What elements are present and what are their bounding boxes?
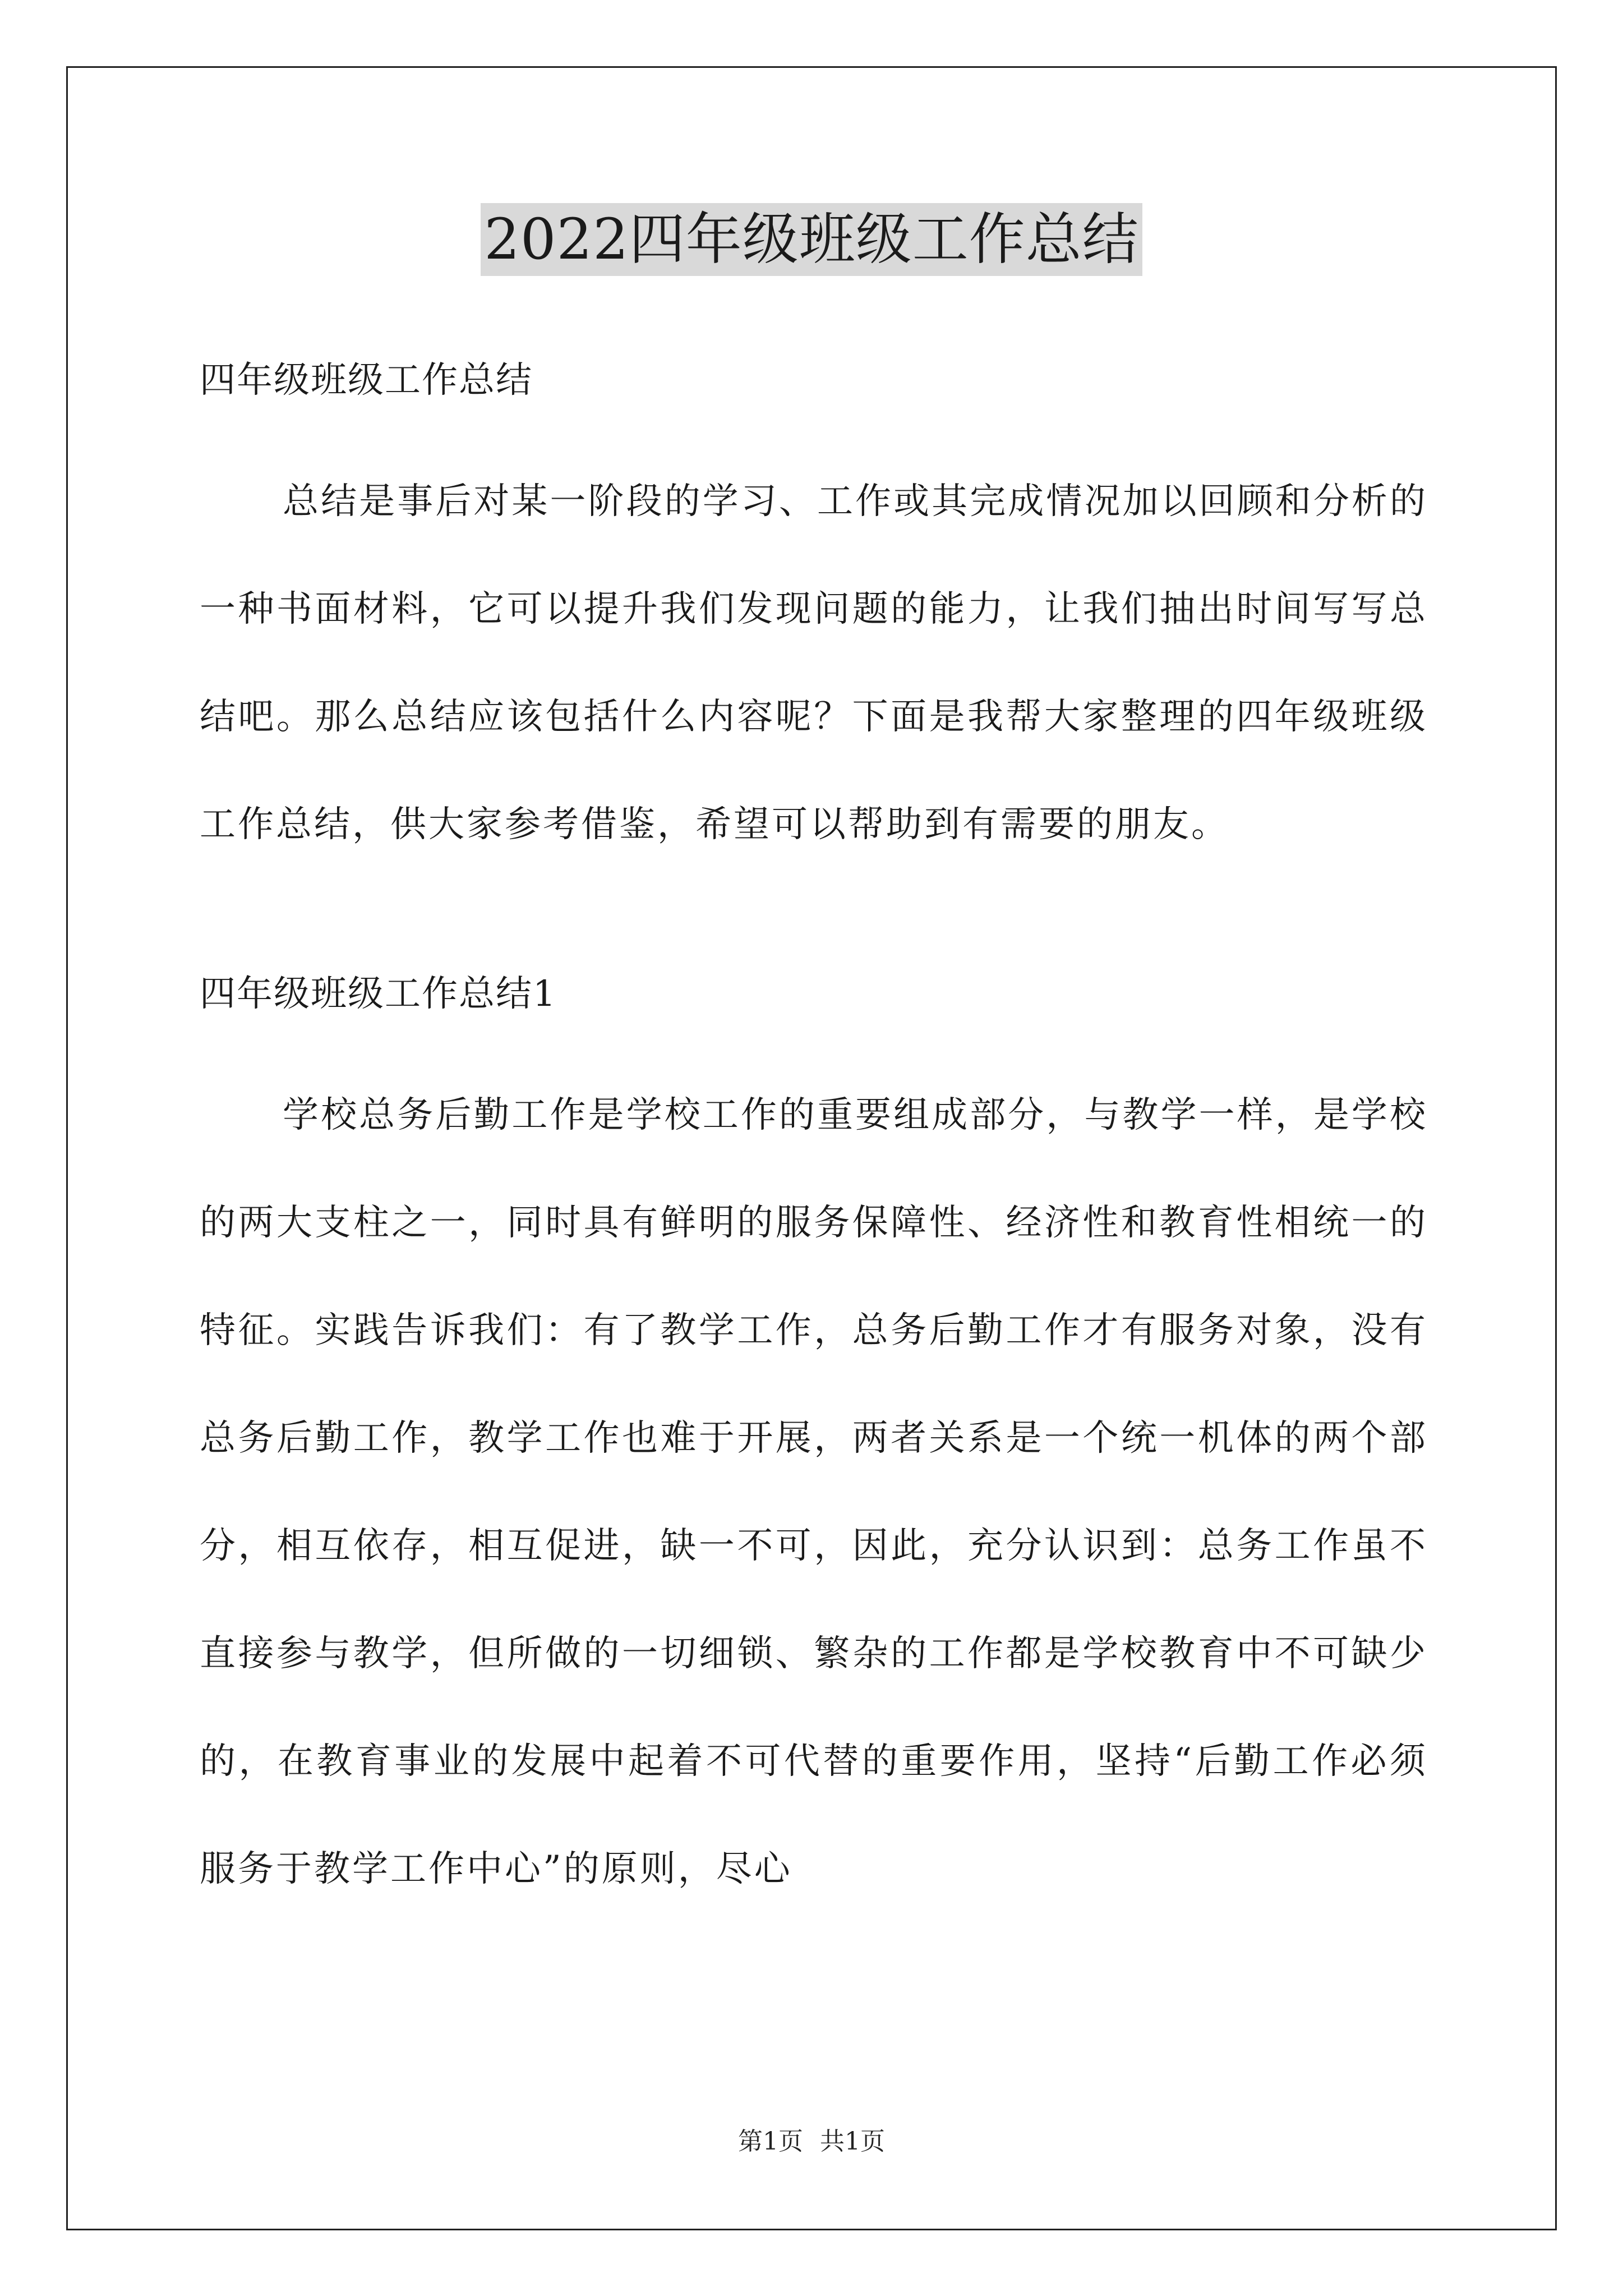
page-footer xyxy=(0,2125,1623,2159)
spacer xyxy=(200,878,1428,961)
spacer xyxy=(200,413,1428,448)
title-container xyxy=(0,203,1623,276)
intro-paragraph: 总结是事后对某一阶段的学习、工作或其完成情况加以回顾和分析的一种书面材料，它可以提升我们发现问题的能力，让我们抽出时间写写总结吧。那么总结应该包括什么内容呢？下面是我帮大家整理的四年级班级工作总结，供大家参考借鉴，希望可以帮助到有需要的朋友。 xyxy=(200,481,1428,845)
spacer xyxy=(200,1027,1428,1061)
page-number-current: 第1页 xyxy=(738,2127,803,2156)
document-title: 2022四年级班级工作总结 xyxy=(481,203,1142,276)
page-number-total: 共1页 xyxy=(820,2127,885,2156)
section-heading-1: 四年级班级工作总结1 xyxy=(200,973,557,1015)
section-heading-intro: 四年级班级工作总结 xyxy=(200,360,533,401)
section-1-paragraph: 学校总务后勤工作是学校工作的重要组成部分，与教学一样，是学校的两大支柱之一，同时具有鲜明的服务保障性、经济性和教育性相统一的特征。实践告诉我们：有了教学工作，总务后勤工作才有服务对象，没有总务后勤工作，教学工作也难于开展，两者关系是一个统一机体的两个部分，相互依存，相互促进，缺一不可，因此，充分认识到：总务工作虽不直接参与教学，但所做的一切细锁、繁杂的工作都是学校教育中不可缺少的，在教育事业的发展中起着不可代替的重要作用，坚持“后勤工作必须服务于教学工作中心”的原则，尽心 xyxy=(200,1094,1428,1890)
document-body xyxy=(200,348,1428,1923)
